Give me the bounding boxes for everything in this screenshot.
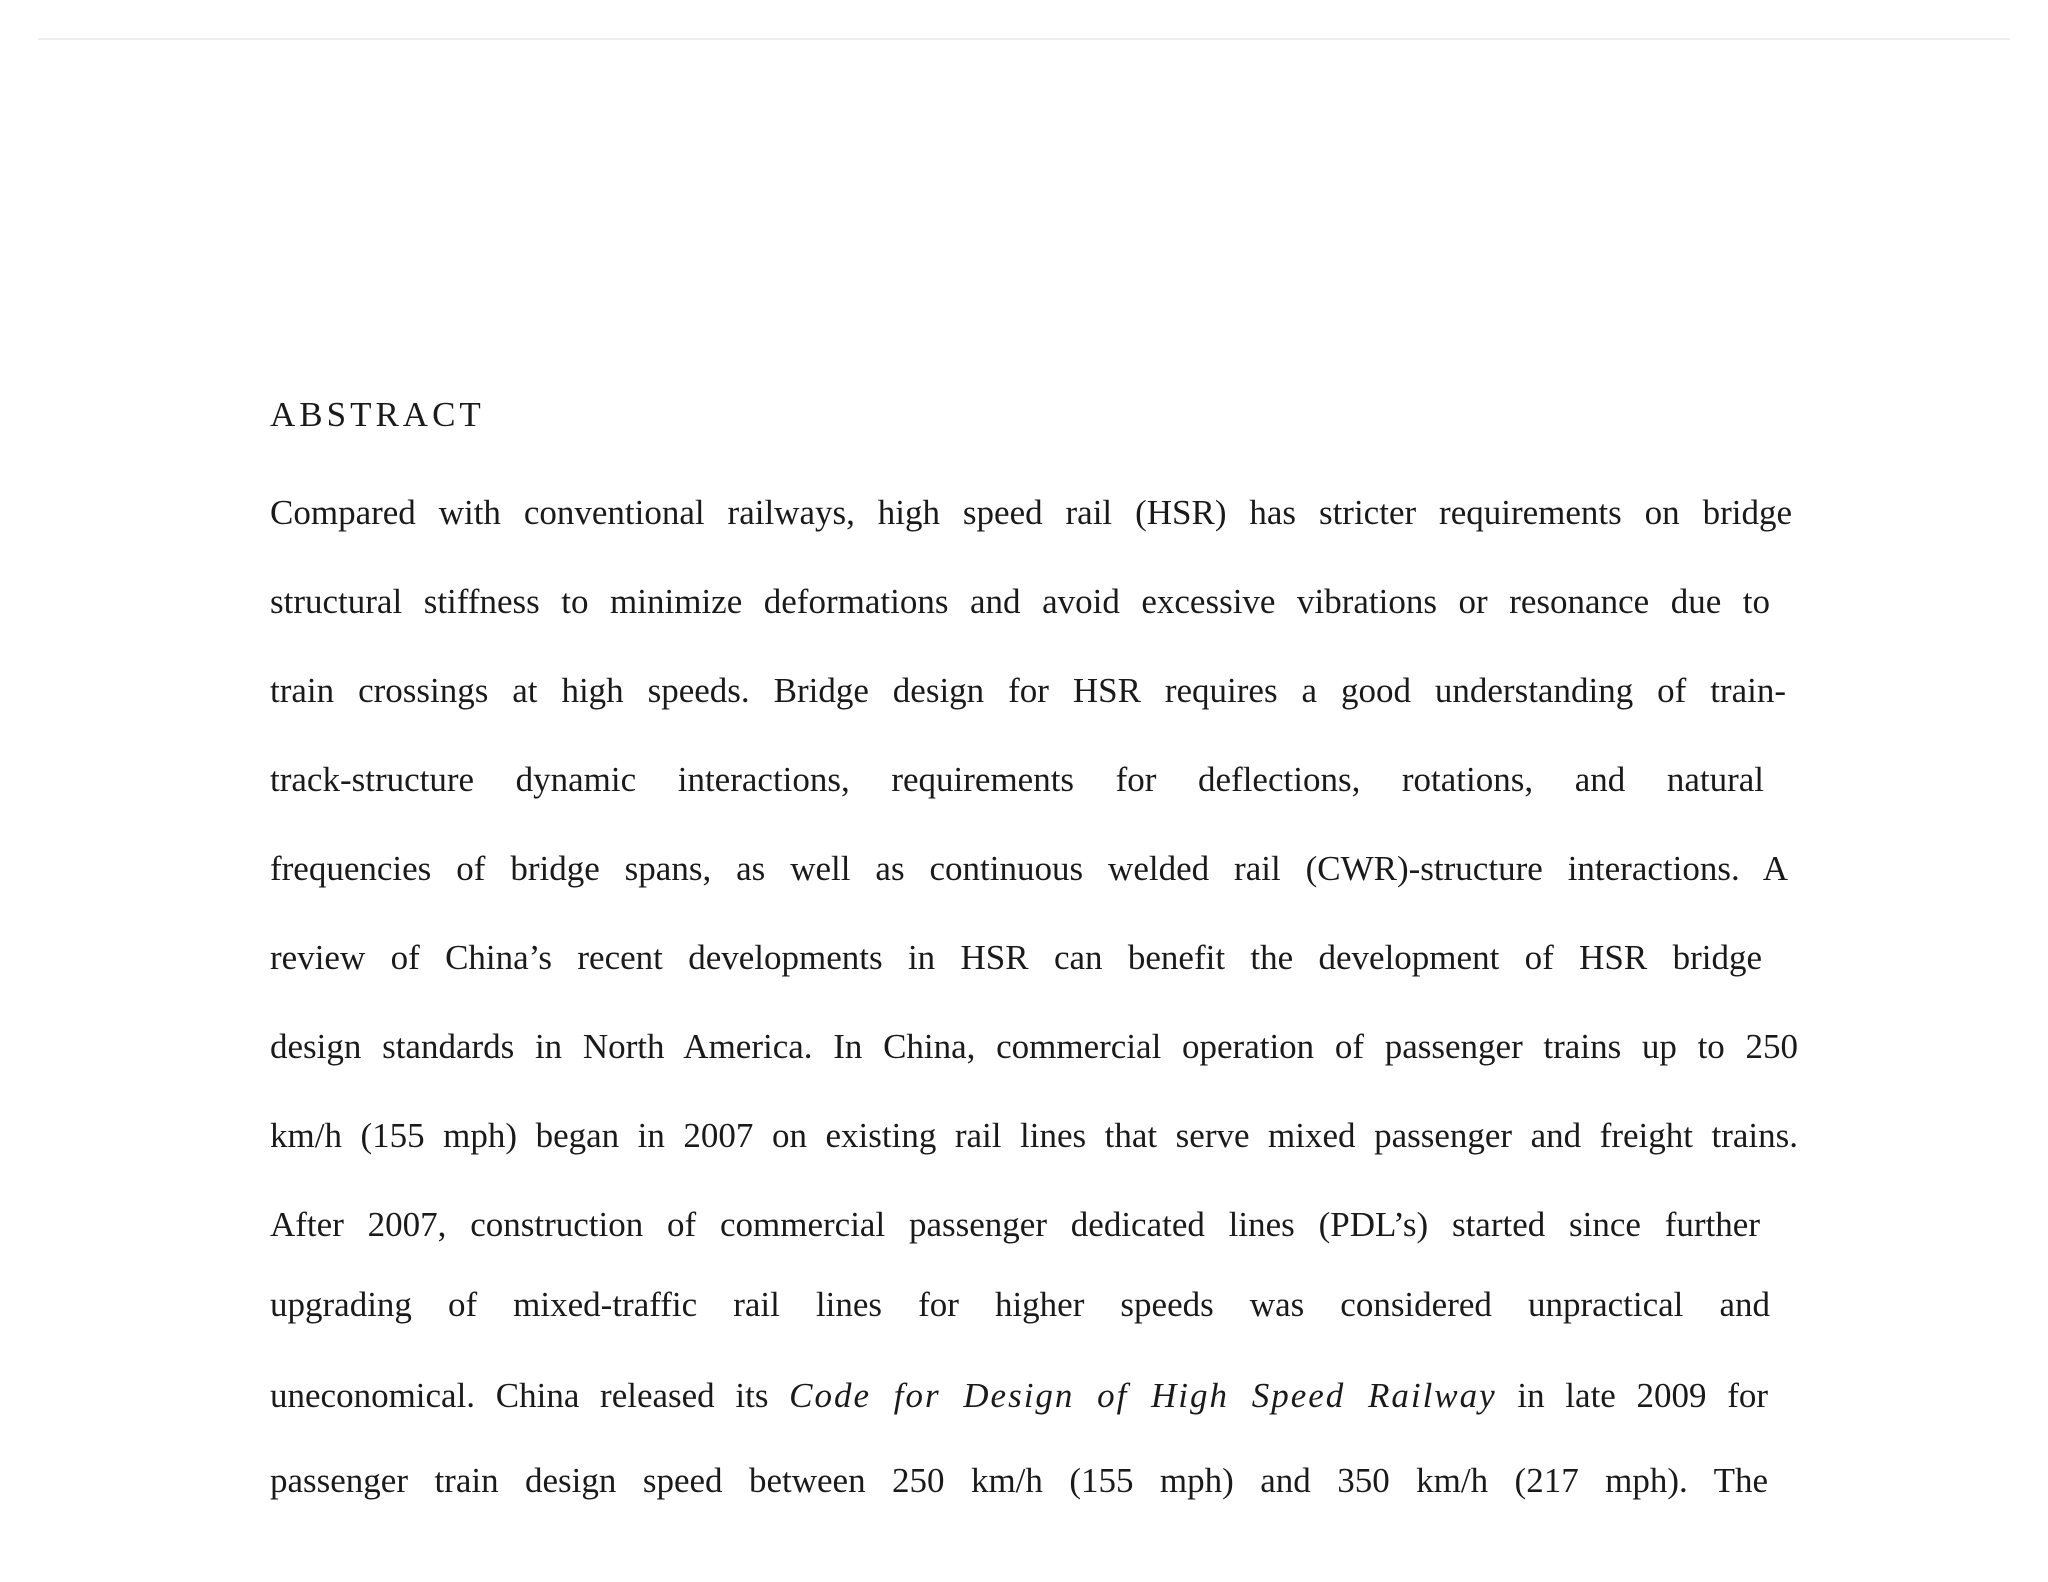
abstract-line-5: frequencies of bridge spans, as well as continuous welded rail (CWR)-structure interactions. A	[270, 849, 1788, 888]
abstract-line-8: km/h (155 mph) began in 2007 on existing rail lines that serve mixed passenger and freight trains.	[270, 1116, 1798, 1155]
document-page	[270, 395, 1800, 1500]
abstract-line-6: review of China’s recent developments in HSR can benefit the development of HSR bridge	[270, 938, 1762, 977]
abstract-heading: ABSTRACT	[270, 395, 485, 434]
abstract-line-9: After 2007, construction of commercial passenger dedicated lines (PDL’s) started since further	[270, 1205, 1760, 1244]
abstract-line-12: passenger train design speed between 250 km/h (155 mph) and 350 km/h (217 mph). The	[270, 1461, 1768, 1500]
abstract-line-11	[270, 1376, 1768, 1416]
abstract-line-1: Compared with conventional railways, high speed rail (HSR) has stricter requirements on bridge	[270, 493, 1792, 532]
code-title-italic: Code for Design of High Speed Railway	[789, 1376, 1497, 1415]
abstract-line-7: design standards in North America. In China, commercial operation of passenger trains up to 250	[270, 1027, 1798, 1066]
line11-text-after: in late 2009 for	[1517, 1376, 1769, 1415]
page-top-divider	[38, 38, 2010, 40]
abstract-line-4: track-structure dynamic interactions, requirements for deflections, rotations, and natural	[270, 760, 1764, 799]
abstract-line-3: train crossings at high speeds. Bridge design for HSR requires a good understanding of train-	[270, 671, 1786, 710]
abstract-line-10: upgrading of mixed-traffic rail lines for higher speeds was considered unpractical and	[270, 1285, 1770, 1324]
line11-text-before: uneconomical. China released its	[270, 1376, 769, 1415]
abstract-line-2: structural stiffness to minimize deformations and avoid excessive vibrations or resonance due to	[270, 582, 1770, 621]
